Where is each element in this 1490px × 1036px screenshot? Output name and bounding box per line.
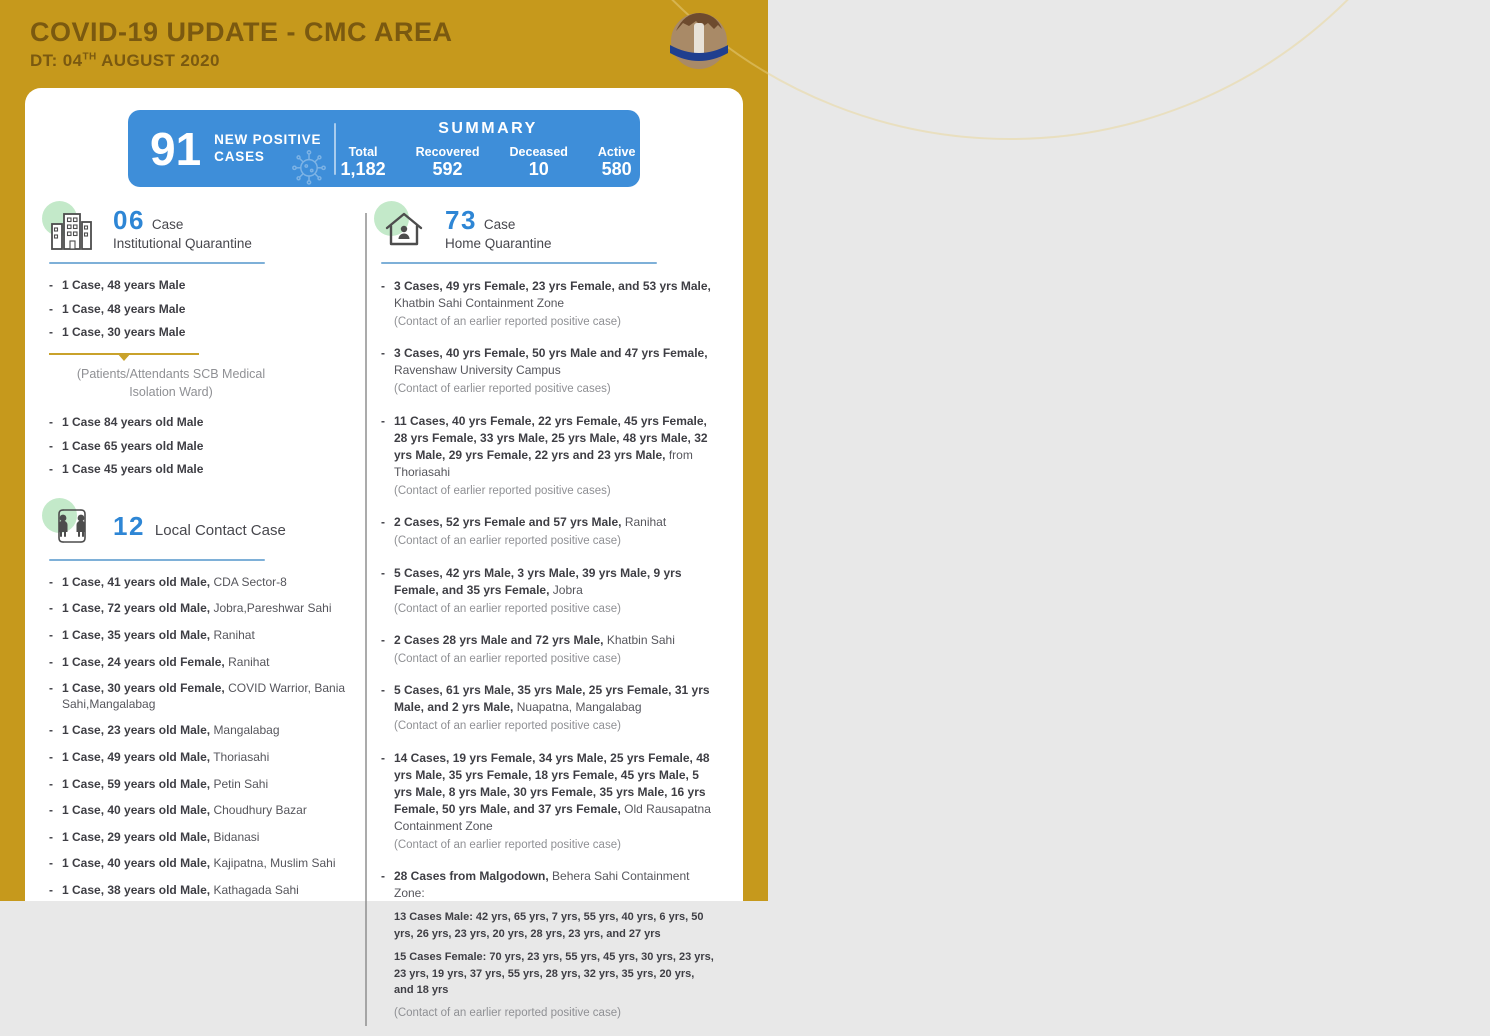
case-line <box>49 325 351 341</box>
home-quarantine-item-malgodown <box>381 868 715 1021</box>
case-line <box>49 856 351 872</box>
institutional-quarantine-header <box>49 207 351 253</box>
case-text: 1 Case 84 years old Male <box>62 415 204 430</box>
case-ages: 1 Case, 24 years old Female, <box>62 654 225 669</box>
stat-value: 1,182 <box>340 158 386 179</box>
case-line <box>49 681 351 712</box>
institutional-title-block <box>113 207 252 251</box>
stat-deceased <box>510 145 568 180</box>
home-quarantine-item <box>381 345 715 397</box>
local-contact-title: Local Contact Case <box>154 522 286 540</box>
case-line <box>49 601 351 617</box>
dash-bullet: - <box>49 681 53 696</box>
note-line1: (Patients/Attendants SCB Medical <box>76 366 266 381</box>
case-location: Kathagada Sahi <box>213 882 299 897</box>
contact-note: (Contact of an earlier reported positive case) <box>394 602 621 615</box>
case-ages: 1 Case, 41 years old Male, <box>62 574 211 589</box>
header-band <box>0 0 768 88</box>
stat-active <box>598 145 636 180</box>
contact-note: (Contact of an earlier reported positive case) <box>394 653 621 666</box>
dash-bullet: - <box>381 632 385 647</box>
case-location: Jobra,Pareshwar Sahi <box>213 601 332 616</box>
report-date <box>30 51 453 71</box>
buildings-icon <box>49 207 97 253</box>
home-quarantine-header <box>381 207 715 253</box>
local-contact-icon-wrap <box>49 504 97 550</box>
scb-ward-note <box>49 365 293 401</box>
home-quarantine-count-label: Case <box>483 217 516 232</box>
dash-bullet: - <box>49 301 53 316</box>
case-ages: 5 Cases, 42 yrs Male, 3 yrs Male, 39 yrs Male, 9 yrs Female, and 35 yrs Female, <box>394 565 682 597</box>
case-ages: 14 Cases, 19 yrs Female, 34 yrs Male, 25 yrs Female, 48 yrs Male, 35 yrs Female, 18 yrs Female, 45 yrs Male, 5 yrs Male, 8 yrs Male, 30 yrs Female, 35 yrs Male, 16 yrs Female, 50 yrs Male, and 37 yrs Female, <box>394 750 710 816</box>
summary-title: SUMMARY <box>438 119 538 137</box>
dash-bullet: - <box>49 325 53 340</box>
section-rule <box>381 262 657 264</box>
institutional-count-label: Case <box>151 217 184 232</box>
case-text: 1 Case 45 years old Male <box>62 462 204 477</box>
home-quarantine-item <box>381 514 715 549</box>
stat-value: 592 <box>432 158 463 179</box>
contact-note: (Contact of an earlier reported positive case) <box>394 535 621 548</box>
case-location: Thoriasahi <box>213 749 270 764</box>
content-card <box>25 88 743 1019</box>
local-contact-case-list <box>49 575 351 899</box>
institutional-case-list-2 <box>49 415 351 478</box>
contact-note: (Contact of an earlier reported positive case) <box>394 316 621 329</box>
home-quarantine-item <box>381 750 715 853</box>
case-location: Ranihat <box>213 628 255 642</box>
stat-label: Total <box>348 144 378 159</box>
local-contact-count: 12 <box>113 511 145 542</box>
stat-total <box>341 145 386 180</box>
date-month-year: AUGUST 2020 <box>96 51 220 70</box>
column-divider <box>365 213 367 1026</box>
home-quarantine-item <box>381 632 715 667</box>
case-location: Jobra <box>552 582 583 597</box>
stat-recovered <box>416 145 480 180</box>
dash-bullet: - <box>49 776 53 791</box>
dash-bullet: - <box>49 856 53 871</box>
case-ages: 1 Case, 72 years old Male, <box>62 601 211 616</box>
stat-value: 10 <box>528 158 549 179</box>
new-cases-label-line2: CASES <box>214 148 265 164</box>
section-rule <box>49 262 265 264</box>
note-line2: Isolation Ward) <box>129 384 213 399</box>
dash-bullet: - <box>381 683 385 698</box>
case-line <box>49 575 351 591</box>
dash-bullet: - <box>381 750 385 765</box>
case-location: Mangalabag <box>213 723 280 738</box>
case-ages: 3 Cases, 49 yrs Female, 23 yrs Female, and 53 yrs Male, <box>394 279 711 293</box>
contact-note: (Contact of an earlier reported positive case) <box>394 838 621 851</box>
case-location: Ranihat <box>624 515 667 530</box>
left-column <box>49 207 351 1036</box>
case-ages: 1 Case, 38 years old Male, <box>62 882 211 897</box>
header-text <box>30 17 453 71</box>
dash-bullet: - <box>381 346 385 361</box>
case-location: Khatbin Sahi <box>606 632 675 647</box>
dash-bullet: - <box>49 628 53 642</box>
dash-bullet: - <box>49 654 53 669</box>
stat-label: Recovered <box>415 144 480 159</box>
case-location: Bidanasi <box>213 829 260 844</box>
case-ages: 5 Cases, 61 yrs Male, 35 yrs Male, 25 yrs Female, 31 yrs Male, and 2 yrs Male, <box>394 683 710 715</box>
dash-bullet: - <box>49 749 53 764</box>
summary-stats-row <box>336 145 640 180</box>
local-contact-header <box>49 504 351 550</box>
dash-bullet: - <box>49 574 53 589</box>
right-column <box>381 207 715 1036</box>
case-ages: 1 Case, 49 years old Male, <box>62 749 211 764</box>
home-quarantine-title-block <box>445 207 552 251</box>
case-line <box>49 302 351 318</box>
case-location: Old Rausapatna Containment Zone <box>394 801 711 833</box>
dash-bullet: - <box>49 723 53 738</box>
case-line <box>49 723 351 739</box>
case-line <box>49 750 351 766</box>
page-title: COVID-19 UPDATE - CMC AREA <box>30 17 453 47</box>
dash-bullet: - <box>49 438 53 453</box>
case-location: CDA Sector-8 <box>213 574 287 589</box>
dash-bullet: - <box>381 279 385 293</box>
stat-label: Deceased <box>509 144 568 159</box>
case-text: 1 Case, 48 years Male <box>62 301 186 316</box>
female-cases-detail: 15 Cases Female: 70 yrs, 23 yrs, 55 yrs, 45 yrs, 30 yrs, 23 yrs, 23 yrs, 19 yrs, 37 yrs, 55 yrs, 28 yrs, 32 yrs, 35 yrs, 20 yrs, and 18 yrs <box>394 951 714 997</box>
institutional-icon-wrap <box>49 207 97 253</box>
case-ages: 1 Case, 40 years old Male, <box>62 803 211 818</box>
case-line <box>49 803 351 819</box>
case-line <box>49 462 351 478</box>
case-ages: 1 Case, 35 years old Male, <box>62 628 211 642</box>
case-line <box>49 883 351 899</box>
dash-bullet: - <box>49 882 53 897</box>
institutional-title: Institutional Quarantine <box>113 236 252 251</box>
case-ages: 1 Case, 40 years old Male, <box>62 856 211 871</box>
case-location: from Thoriasahi <box>394 447 693 479</box>
case-line <box>49 415 351 431</box>
section-rule <box>49 559 265 561</box>
dash-bullet: - <box>381 565 385 580</box>
case-location: Kajipatna, Muslim Sahi <box>213 856 336 871</box>
case-ages: 28 Cases from Malgodown, <box>394 869 549 884</box>
gold-divider <box>49 353 199 355</box>
contact-note: (Contact of earlier reported positive cases) <box>394 383 611 396</box>
date-day: DT: 04 <box>30 51 83 70</box>
content-columns <box>25 207 743 1036</box>
dash-bullet: - <box>49 803 53 818</box>
case-location: Khatbin Sahi Containment Zone <box>394 296 565 311</box>
home-quarantine-item <box>381 278 715 330</box>
dash-bullet: - <box>49 462 53 477</box>
home-quarantine-icon-wrap <box>381 207 429 253</box>
case-line <box>49 655 351 671</box>
case-ages: 3 Cases, 40 yrs Female, 50 yrs Male and 47 yrs Female, <box>394 346 708 361</box>
dash-bullet: - <box>381 515 385 530</box>
case-location: Ranihat <box>228 654 270 669</box>
contact-note: (Contact of an earlier reported positive case) <box>394 1006 621 1019</box>
case-ages: 2 Cases, 52 yrs Female and 57 yrs Male, <box>394 515 622 530</box>
case-ages: 11 Cases, 40 yrs Female, 22 yrs Female, 45 yrs Female, 28 yrs Female, 33 yrs Male, 25 yrs Male, 48 yrs Male, 32 yrs Male, 29 yrs Female, 22 yrs and 23 yrs Male, <box>394 413 708 462</box>
case-location: Choudhury Bazar <box>213 803 307 818</box>
home-quarantine-item <box>381 413 715 499</box>
case-location: Ravenshaw University Campus <box>394 363 561 378</box>
case-ages: 1 Case, 30 years old Female, <box>62 681 225 696</box>
summary-banner <box>128 110 640 187</box>
case-text: 1 Case 65 years old Male <box>62 438 204 453</box>
case-location: Petin Sahi <box>213 776 269 791</box>
case-line <box>49 777 351 793</box>
case-location: COVID Warrior, Bania Sahi,Mangalabag <box>62 681 346 711</box>
cmc-emblem-logo <box>656 5 742 79</box>
dash-bullet: - <box>49 278 53 292</box>
new-cases-block <box>128 110 334 187</box>
new-cases-label-line1: NEW POSITIVE <box>214 131 322 147</box>
dash-bullet: - <box>49 415 53 430</box>
cmc-emblem-icon <box>656 5 742 79</box>
institutional-case-list <box>49 278 351 341</box>
case-location: Nuapatna, Mangalabag <box>516 700 642 715</box>
home-quarantine-item <box>381 565 715 617</box>
case-line <box>49 830 351 846</box>
home-quarantine-count: 73 <box>445 205 477 235</box>
home-quarantine-title: Home Quarantine <box>445 236 552 251</box>
case-ages: 1 Case, 29 years old Male, <box>62 829 211 844</box>
dash-bullet: - <box>49 829 53 844</box>
house-person-icon <box>381 207 427 251</box>
contact-note: (Contact of earlier reported positive cases) <box>394 484 611 497</box>
case-line <box>49 278 351 294</box>
case-text: 1 Case, 30 years Male <box>62 325 186 340</box>
institutional-count: 06 <box>113 205 145 235</box>
stat-value: 580 <box>601 158 632 179</box>
two-people-icon <box>49 504 95 548</box>
case-ages: 2 Cases 28 yrs Male and 72 yrs Male, <box>394 632 604 647</box>
male-cases-detail: 13 Cases Male: 42 yrs, 65 yrs, 7 yrs, 55 yrs, 40 yrs, 6 yrs, 50 yrs, 26 yrs, 23 yrs, 20 yrs, 28 yrs, 23 yrs, and 27 yrs <box>394 911 704 940</box>
stat-label: Active <box>597 144 636 159</box>
summary-stats-block <box>336 118 640 180</box>
new-cases-count: 91 <box>150 122 202 175</box>
dash-bullet: - <box>381 413 385 428</box>
date-ordinal: TH <box>82 51 97 63</box>
case-location: Behera Sahi Containment Zone: <box>394 869 690 901</box>
case-line <box>49 628 351 644</box>
dash-bullet: - <box>381 869 385 884</box>
case-line <box>49 439 351 455</box>
case-text: 1 Case, 48 years Male <box>62 278 186 292</box>
contact-note: (Contact of an earlier reported positive case) <box>394 720 621 733</box>
case-ages: 1 Case, 23 years old Male, <box>62 723 211 738</box>
home-quarantine-item <box>381 682 715 734</box>
virus-icon <box>288 146 330 186</box>
case-ages: 1 Case, 59 years old Male, <box>62 776 211 791</box>
dash-bullet: - <box>49 601 53 616</box>
